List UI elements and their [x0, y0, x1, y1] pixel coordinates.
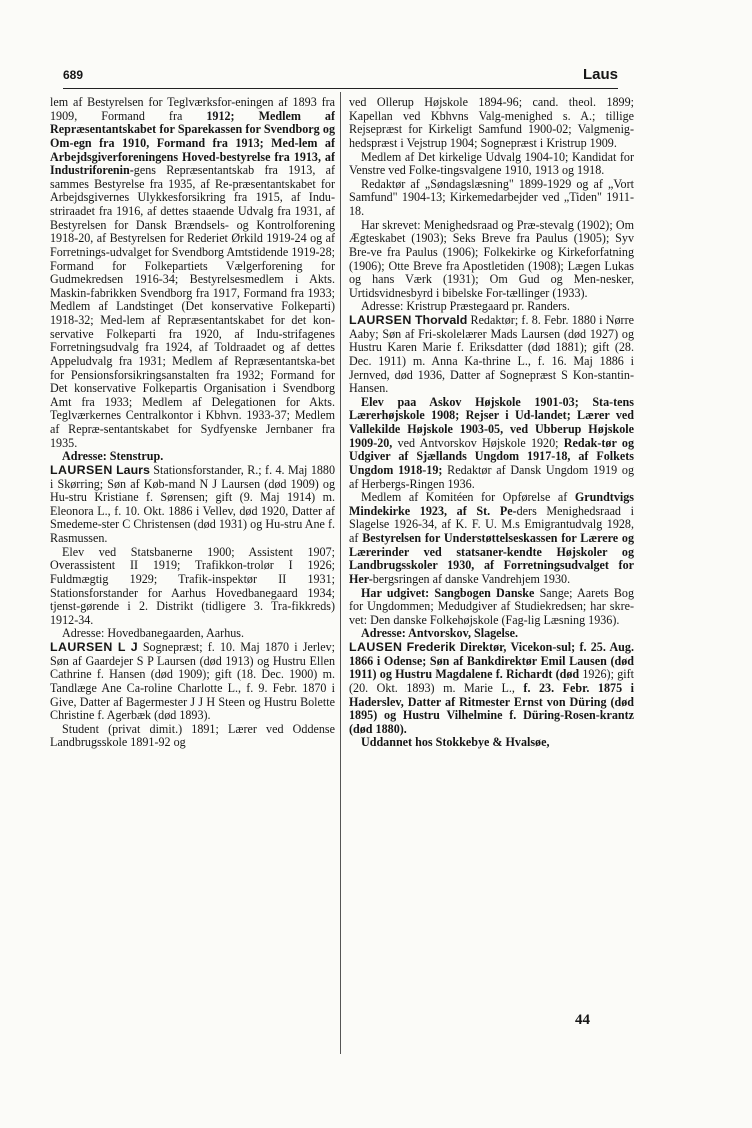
entry-surname: LAURSEN	[349, 313, 412, 327]
entry-surname: LAURSEN	[50, 462, 113, 477]
entry-publications: Har skrevet: Menighedsraad og Præ-stevalg (1902); Om Ægteskabet (1903); Seks Breve fra Paulus (1905); Syv Bre-ve fra Paulus (1906); Folkekirke og Kirkeforfatning (1906); Otte Breve fra Apostletiden (1908); Lægen Lukas og hans Værk (1931); Om Gud og Men-nesker, Urtidsvidnesbyrd i bibelske For-tællinger (1933).	[349, 217, 634, 300]
entry-address: Adresse: Antvorskov, Slagelse.	[361, 626, 518, 641]
column-divider	[340, 92, 341, 1054]
entry-continuation	[50, 96, 335, 464]
entry-career: ved Ollerup Højskole 1894-96; cand. theol. 1899; Kapellan ved Kbhvns Valg-menighed s. A.; tillige Rejsepræst for Kirkeligt Samfund 1900-02; Valgmenig-hedspræst i Vejstrup 1904; Sognepræst i Kristrup 1909.	[349, 96, 634, 150]
right-column	[349, 96, 634, 1068]
text-run: 1926); gift (20. Okt. 1893) m. Marie L.,	[349, 667, 634, 695]
entry-address: Adresse: Kristrup Præstegaard pr. Randers.	[361, 299, 570, 314]
text-run: bergsringen af danske Vandrehjem 1930.	[372, 571, 571, 586]
entry-surname: LAURSEN	[50, 640, 113, 654]
entry-offices: Medlem af Det kirkelige Udvalg 1904-10; Kandidat for Venstre ved Folke-tingsvalgene 1910, 1913 og 1918.	[349, 149, 634, 178]
text-run: Redaktør af Dansk Ungdom 1919 og af Herbergs-Ringen 1936.	[349, 462, 634, 491]
entry-laursen-lj	[50, 641, 335, 750]
entry-biography: Redaktør; f. 8. Febr. 1880 i Nørre Aaby; Søn af Fri-skolelærer Mads Laursen (død 1927) og Hustru Karen Marie f. Eriksdatter (død 1881); gift (28. Dec. 1911) m. Anna Ka-thrine L., f. 16. Maj 1886 i Jernved, død 1936, Datter af Sognepræst S Kon-stantin-Hansen.	[349, 313, 634, 396]
entry-publications	[349, 587, 634, 628]
bold-text-run: Redak-tør og Udgiver af Sjællands Ungdom 1917-18, af Folkets Ungdom 1918-19;	[349, 435, 634, 477]
entry-biography: Sognepræst; f. 10. Maj 1870 i Jerlev; Søn af Gaardejer S P Laursen (død 1913) og Hustru Ellen Cathrine f. Hansen (død 1909); gift (18. Dec. 1900) m. Tandlæge Ane Ca-roline Charlotte L., f. 9. Febr. 1870 i Give, Datter af Bagermester J J H Steen og Hustru Bolette Christine f. Agerbæk (død 1893).	[50, 640, 335, 723]
entry-heading	[349, 314, 634, 396]
page-number: 689	[63, 68, 84, 82]
entry-career: Student (privat dimit.) 1891; Lærer ved Oddense Landbrugsskole 1891-92 og	[50, 721, 335, 750]
entry-biography: Stationsforstander, R.; f. 4. Maj 1880 i Skørring; Søn af Køb-mand N J Laursen (død 1909) og Hu-stru Kristiane f. Sørensen; gift (9. Maj 1914) m. Eleonora L., f. 10. Okt. 1886 i Vellev, død 1920, Datter af Smedeme-ster C Christensen (død 1931) og Hu-stru Ane f. Rasmussen.	[50, 462, 335, 545]
left-column	[50, 96, 335, 1068]
entry-address: Adresse: Stenstrup.	[62, 449, 164, 464]
running-head: Laus	[582, 66, 618, 83]
entry-career: Uddannet hos Stokkebye & Hvalsøe,	[361, 735, 550, 750]
entry-memberships	[349, 491, 634, 586]
entry-laursen-laurs	[50, 464, 335, 641]
page-header	[63, 66, 618, 89]
entry-laursen-thorvald	[349, 314, 634, 641]
entry-heading	[50, 641, 335, 723]
entry-surname: LAUSEN	[349, 640, 403, 654]
entry-firstname: Frederik	[406, 640, 456, 654]
entry-editorship: Redaktør af „Søndagslæsning" 1899-1929 og af „Vort Samfund" 1904-13; Kirkemedarbejder ved „Tiden" 1911-18.	[349, 176, 634, 218]
entry-career: Elev ved Statsbanerne 1900; Assistent 1907; Overassistent II 1919; Trafikkon-trolør I 1926; Fuldmægtig 1929; Trafik-inspektør II 1931; Stationsforstander for Aarhus Hovedbanegaard 1934; tjenst-gørende i 2. Distrikt (tidligere 3. Tra-fikkreds) 1912-34.	[50, 544, 335, 627]
entry-lausen-frederik	[349, 641, 634, 750]
bold-text-run: Bestyrelsen for Understøttelseskassen for Lærere og Lærerinder ved statsaner-kendte Højskoler og Landbrugsskoler 1930, af Forretningsudvalget for Her-	[349, 531, 634, 586]
entry-heading	[50, 464, 335, 546]
bold-text-run: f. 23. Febr. 1875 i Haderslev, Datter af Ritmester Ernst von Düring (død 1895) og Hustru Vilhelmine f. Düring-Rosen-krantz (død 1880).	[349, 680, 634, 736]
entry-continuation-text	[50, 96, 335, 450]
entry-address: Adresse: Hovedbanegaarden, Aarhus.	[62, 626, 245, 641]
signature-mark: 44	[575, 1012, 590, 1028]
text-run: ders Menighedsraad i Slagelse 1926-34, af K. F. U. M.s Emigrantudvalg 1928, af	[349, 503, 634, 545]
bold-text-run: Elev paa Askov Højskole 1901-03; Sta-tens Lærerhøjskole 1908; Rejser i Ud-landet; Lærer ved Vallekilde Højskole 1903-05, ved Ubberup Højskole 1909-20,	[349, 394, 634, 450]
entry-career	[349, 396, 634, 491]
bold-text-run: Direktør, Vicekon-sul; f. 25. Aug. 1866 i Odense; Søn af Bankdirektør Emil Lausen (død 1911) og Hustru Magdalene f. Richardt (død	[349, 640, 634, 682]
text-run: Sange; Aarets Bog for Ungdommen; Medudgiver af Studiekredsen; har skre-vet: Den danske Folkehøjskole (Fag-lig Læsning 1936).	[349, 585, 634, 627]
text-run: lem af Bestyrelsen for Teglværksfor-eningen af 1893 fra 1909, Formand fra	[50, 96, 335, 123]
bold-text-run: 1912; Medlem af Repræsentantskabet for Sparekassen for Svendborg og Om-egn fra 1910, Formand fra 1913; Med-lem af Arbejdsgiverforeningens Hoved-bestyrelse fra 1913, af Industriforenin-	[50, 108, 335, 178]
text-run: Medlem af Komitéen for Opførelse af	[361, 490, 575, 505]
bold-text-run: Grundtvigs Mindekirke 1923, af St. Pe-	[349, 490, 634, 518]
entry-laursen-lj-continued	[349, 96, 634, 314]
entry-firstname: Laurs	[116, 462, 150, 477]
entry-heading	[349, 641, 634, 736]
bold-text-run: Har udgivet: Sangbogen Danske	[361, 585, 535, 600]
entry-firstname: Thorvald	[414, 313, 468, 327]
text-run: ved Antvorskov Højskole 1920;	[392, 435, 564, 450]
entry-firstname: L J	[117, 640, 138, 654]
text-run: gens Repræsentantskab fra 1913, af sammes Bestyrelse fra 1935, af Re-præsentantskabet for Arbejdsgivernes Ulykkesforsikring fra 1915, af Indu-striraadet fra 1916, af dettes staaende Udvalg fra 1931, af Bestyrelsen for Dansk Brændsels- og Kontrolforening 1918-20, af Bestyrelsen for Rederiet Ørkild 1919-24 og af Forretnings-udvalget for Svendborg Amtstidende 1919-28; Formand for Folkepartiets Vælgerforening for Gudmekredsen 1916-34; Bestyrelsesmedlem i Akts. Maskin-fabrikken Svendborg fra 1917, Formand fra 1933; Medlem af Landstinget (Det konservative Folkeparti) 1918-32; Med-lem af Repræsentantskabet for det kon-servative Folkeparti fra 1920, af Indu-strifagenes Forretningsudvalg fra 1924, af Toldraadet og af dettes Appeludvalg fra 1931; Medlem af Repræsentantska-bet for Pensionsforsikringsanstalten fra 1932; Formand for Det konservative Folkepartis Organisation i Svendborg Amt fra 1933; Medlem af Delegationen for Akts. Teglværkernes Centralkontor i Kbhvn. 1933-37; Medlem af Repræ-sentantskabet for Sydfyenske Jernbaner fra 1935.	[50, 163, 335, 450]
